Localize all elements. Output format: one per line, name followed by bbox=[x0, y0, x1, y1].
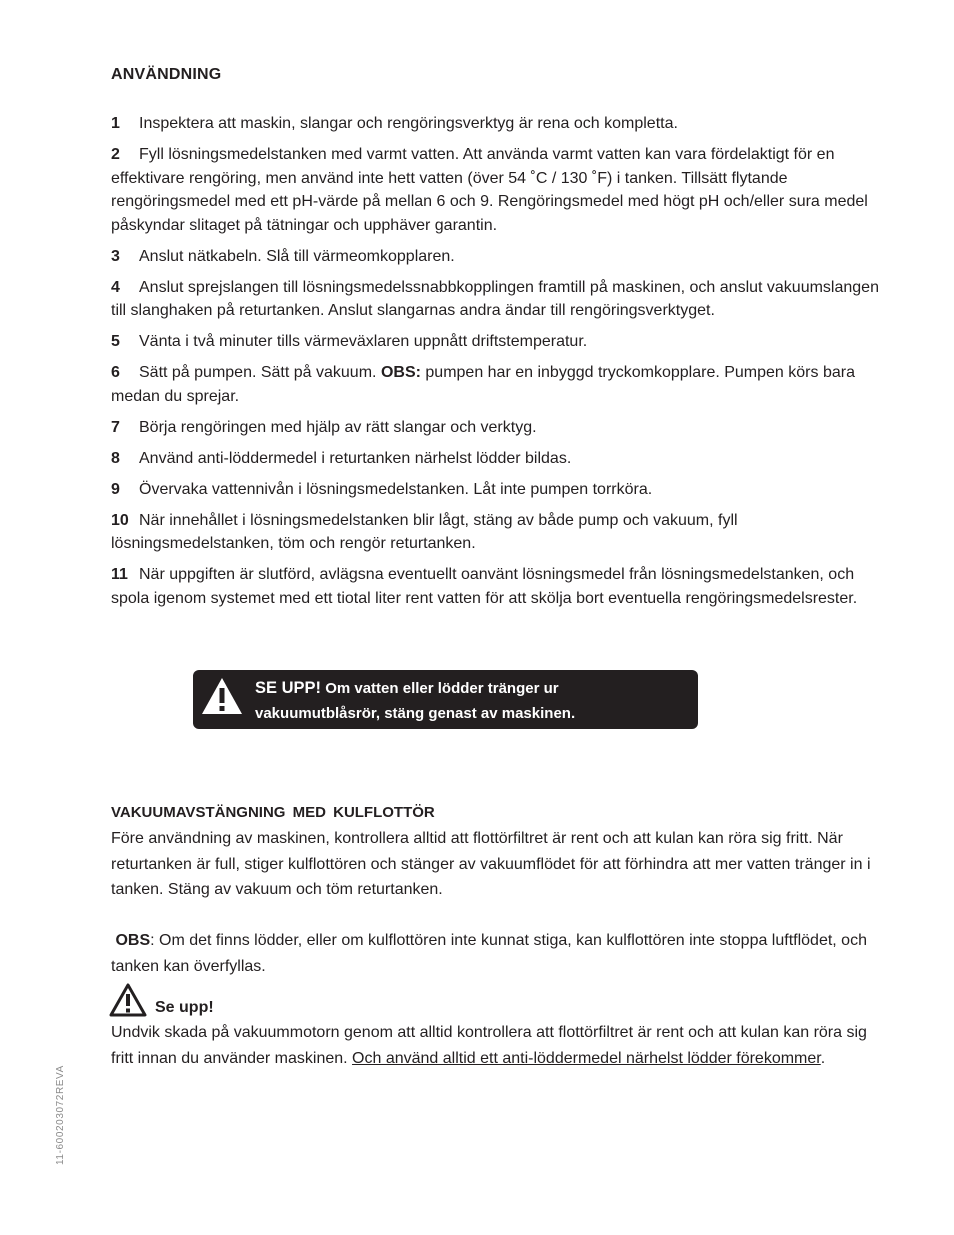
step-text: Börja rengöringen med hjälp av rätt slangar och verktyg. bbox=[139, 418, 537, 436]
caution-end: . bbox=[820, 1049, 826, 1067]
step-number: 10 bbox=[111, 511, 129, 529]
step-number: 9 bbox=[111, 480, 120, 498]
warning-box bbox=[193, 670, 698, 729]
warning-triangle-icon bbox=[200, 676, 244, 716]
step-text: Använd anti-löddermedel i returtanken närhelst lödder bildas. bbox=[139, 449, 572, 467]
step-text: Inspektera att maskin, slangar och rengöringsverktyg är rena och kompletta. bbox=[139, 115, 678, 132]
caution-paragraph bbox=[111, 1020, 889, 1071]
step-text: Fyll lösningsmedelstanken med varmt vatten. Att använda varmt vatten kan vara fördelaktigt för en effektivare rengöring, men använd inte hett vatten (över 54 ˚C / 130 ˚F) i tanken. Tillsätt flytande rengöringsmedel med ett pH-värde på mellan 6 och 9. Rengöringsmedel med högt pH och/eller sura medel påskyndar slitaget på tätningar och upphäver garantin. bbox=[111, 146, 868, 234]
step-number: 1 bbox=[111, 115, 120, 132]
step-number: 8 bbox=[111, 449, 120, 467]
step-number: 7 bbox=[111, 418, 120, 436]
step-item bbox=[111, 143, 886, 237]
step-item bbox=[111, 447, 886, 471]
note-paragraph bbox=[111, 928, 889, 979]
step-number: 4 bbox=[111, 278, 120, 296]
note-label: OBS: bbox=[380, 364, 421, 381]
step-text: Anslut sprejslangen till lösningsmedelssnabbkopplingen framtill på maskinen, och anslut vakuumslangen till slanghaken på returtanken. Anslut slangarnas andra ändar till rengöringsverktyget. bbox=[111, 278, 879, 319]
warning-title: SE UPP! bbox=[255, 679, 322, 697]
step-item bbox=[111, 563, 886, 610]
steps-list bbox=[111, 112, 886, 618]
caution-underlined-text: Och använd alltid ett anti-löddermedel närhelst lödder förekommer bbox=[352, 1049, 821, 1067]
document-code: 11-600203072REVA bbox=[55, 1065, 66, 1165]
note-label: OBS bbox=[115, 932, 151, 949]
step-item bbox=[111, 245, 886, 269]
step-item bbox=[111, 330, 886, 354]
caution-triangle-icon bbox=[108, 982, 148, 1018]
warning-text-block bbox=[255, 676, 685, 726]
section-heading-float-shutoff: VAKUUMAVSTÄNGNING MED KULFLOTTÖR bbox=[111, 804, 435, 821]
step-text-continued: pumpen har en inbyggd tryckomkopplare. Pumpen körs bara medan du sprejar. bbox=[111, 364, 855, 405]
step-item bbox=[111, 361, 886, 408]
step-item bbox=[111, 416, 886, 440]
note-text: : Om det finns lödder, eller om kulflottören inte kunnat stiga, kan kulflottören inte stoppa luftflödet, och tanken kan överfyllas. bbox=[111, 932, 867, 975]
step-number: 3 bbox=[111, 247, 120, 265]
warning-text: Om vatten eller lödder tränger ur vakuumutblåsrör, stäng genast av maskinen. bbox=[255, 680, 576, 722]
step-item bbox=[111, 112, 886, 136]
step-item bbox=[111, 478, 886, 502]
caution-label: Se upp! bbox=[155, 999, 214, 1016]
step-text: Sätt på pumpen. Sätt på vakuum. bbox=[139, 364, 377, 381]
step-number: 5 bbox=[111, 333, 120, 350]
step-item bbox=[111, 509, 886, 556]
step-text: När uppgiften är slutförd, avlägsna eventuellt oanvänt lösningsmedel från lösningsmedelstanken, och spola igenom systemet med ett tiotal liter rent vatten för att skölja bort eventuella rengöringsmedelsrester. bbox=[111, 566, 858, 607]
step-text: Anslut nätkabeln. Slå till värmeomkopplaren. bbox=[139, 247, 455, 265]
caution-text: Undvik skada på vakuummotorn genom att alltid kontrollera att flottörfiltret är rent och att kulan kan röra sig fritt innan du använder maskinen. bbox=[111, 1024, 867, 1067]
step-item bbox=[111, 276, 886, 323]
step-number: 6 bbox=[111, 364, 120, 381]
step-text: Övervaka vattennivån i lösningsmedelstanken. Låt inte pumpen torrköra. bbox=[139, 480, 653, 498]
section-heading-usage: ANVÄNDNING bbox=[111, 66, 222, 83]
step-text: När innehållet i lösningsmedelstanken blir lågt, stäng av både pump och vakuum, fyll lösningsmedelstanken, töm och rengör returtanken. bbox=[111, 511, 738, 552]
step-number: 2 bbox=[111, 146, 120, 163]
float-paragraph: Före användning av maskinen, kontrollera alltid att flottörfiltret är rent och att kulan kan röra sig fritt. När returtanken är full, stiger kulflottören och stänger av vakuumflödet för att förhindra att mer vatten tränger in i tanken. Stäng av vakuum och töm returtanken. bbox=[111, 830, 871, 898]
step-text: Vänta i två minuter tills värmeväxlaren uppnått driftstemperatur. bbox=[139, 333, 588, 350]
step-number: 11 bbox=[111, 566, 128, 583]
